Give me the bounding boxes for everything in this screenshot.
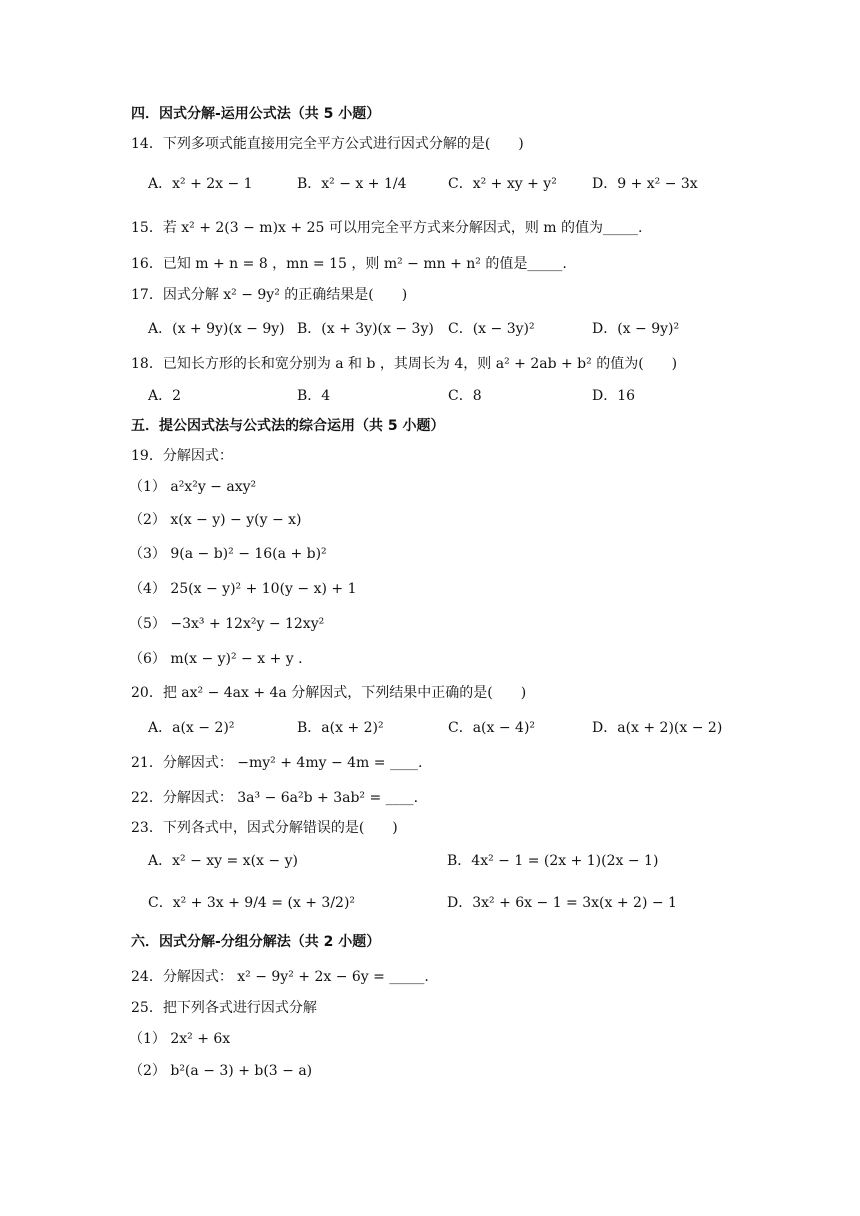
question-19-part-4: （4） 25(x − y)² + 10(y − x) + 1 (129, 581, 357, 597)
section-heading-6: 六．因式分解-分组分解法（共 2 小题） (131, 934, 381, 950)
question-25-stem: 25．把下列各式进行因式分解 (131, 1000, 317, 1016)
question-15-stem: 15．若 x² + 2(3 − m)x + 25 可以用完全平方式来分解因式，则 m 的值为_____. (131, 220, 643, 236)
question-18-option-a: A．2 (148, 388, 182, 404)
question-19-part-6: （6） m(x − y)² − x + y . (129, 651, 303, 667)
question-14-option-d: D．9 + x² − 3x (592, 176, 698, 192)
question-18-option-d: D．16 (592, 388, 636, 404)
question-19-part-3: （3） 9(a − b)² − 16(a + b)² (129, 546, 327, 562)
question-23-option-a: A．x² − xy = x(x − y) (148, 853, 298, 869)
question-17-option-d: D．(x − 9y)² (592, 321, 680, 337)
question-23-stem: 23．下列各式中，因式分解错误的是( ) (131, 820, 398, 836)
question-19-part-5: （5） −3x³ + 12x²y − 12xy² (129, 616, 325, 632)
section-heading-5: 五．提公因式法与公式法的综合运用（共 5 小题） (131, 418, 445, 434)
question-20-stem: 20．把 ax² − 4ax + 4a 分解因式，下列结果中正确的是( ) (131, 685, 527, 701)
question-20-option-d: D．a(x + 2)(x − 2) (592, 720, 723, 736)
question-25-part-2: （2） b²(a − 3) + b(3 − a) (129, 1063, 313, 1079)
question-20-option-c: C．a(x − 4)² (448, 720, 536, 736)
question-24-stem: 24．分解因式： x² − 9y² + 2x − 6y = _____. (131, 969, 429, 985)
question-19-stem: 19．分解因式： (131, 448, 233, 464)
question-16-stem: 16．已知 m + n = 8 ，mn = 15 ，则 m² − mn + n² 的值是_____. (131, 256, 567, 272)
question-17-option-a: A．(x + 9y)(x − 9y) (148, 321, 285, 337)
question-17-option-c: C．(x − 3y)² (448, 321, 535, 337)
question-18-option-b: B．4 (297, 388, 331, 404)
question-17-option-b: B．(x + 3y)(x − 3y) (297, 321, 434, 337)
question-19-part-1: （1） a²x²y − axy² (129, 479, 257, 495)
question-22-stem: 22．分解因式： 3a³ − 6a²b + 3ab² = ____. (131, 790, 419, 806)
question-18-option-c: C．8 (448, 388, 482, 404)
section-heading-4: 四．因式分解-运用公式法（共 5 小题） (131, 106, 381, 122)
question-18-stem: 18．已知长方形的长和宽分别为 a 和 b ，其周长为 4，则 a² + 2ab + b² 的值为( ) (131, 356, 678, 372)
question-23-option-b: B．4x² − 1 = (2x + 1)(2x − 1) (447, 853, 659, 869)
question-17-stem: 17．因式分解 x² − 9y² 的正确结果是( ) (131, 287, 408, 303)
question-21-stem: 21．分解因式： −my² + 4my − 4m = ____. (131, 755, 423, 771)
question-20-option-b: B．a(x + 2)² (297, 720, 384, 736)
question-14-option-b: B．x² − x + 1/4 (297, 176, 407, 192)
question-25-part-1: （1） 2x² + 6x (129, 1031, 231, 1047)
question-19-part-2: （2） x(x − y) − y(y − x) (129, 512, 302, 528)
question-14-option-c: C．x² + xy + y² (448, 176, 557, 192)
question-14-option-a: A．x² + 2x − 1 (148, 176, 253, 192)
question-20-option-a: A．a(x − 2)² (148, 720, 235, 736)
question-23-option-c: C．x² + 3x + 9/4 = (x + 3/2)² (148, 895, 356, 911)
question-23-option-d: D．3x² + 6x − 1 = 3x(x + 2) − 1 (447, 895, 677, 911)
question-14-stem: 14．下列多项式能直接用完全平方公式进行因式分解的是( ) (131, 136, 524, 152)
